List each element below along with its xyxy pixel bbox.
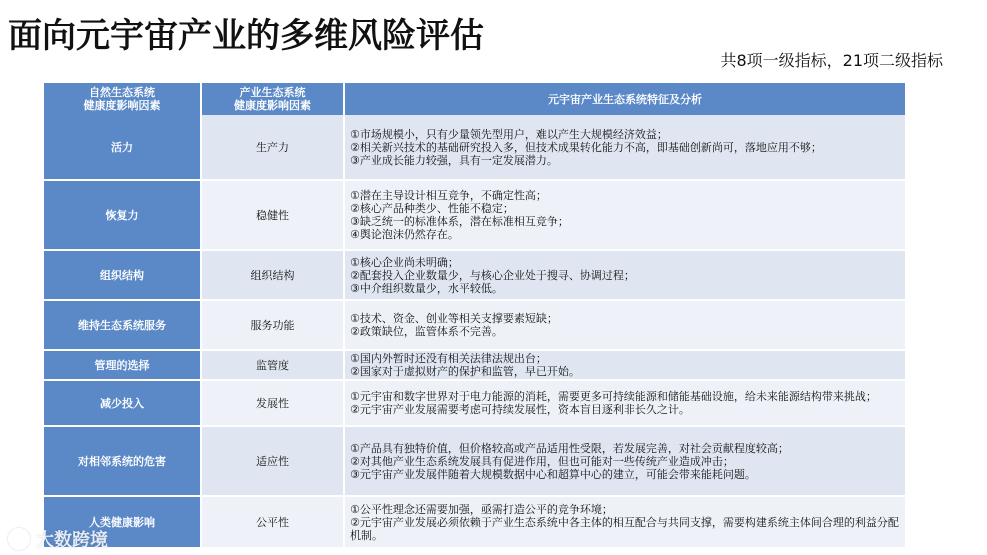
analysis-line: ③缺乏统一的标准体系，潜在标准相互竞争； — [350, 215, 569, 228]
natural-factor-cell: 管理的选择 — [44, 351, 202, 381]
natural-factor-cell: 对相邻系统的危害 — [44, 427, 202, 497]
header-line: 产业生态系统 — [239, 86, 306, 99]
industry-factor-cell: 监管度 — [202, 351, 345, 381]
industry-factor-cell: 生产力 — [202, 115, 345, 181]
analysis-line: ②核心产品种类少、性能不稳定； — [350, 202, 514, 215]
natural-factor-cell: 组织结构 — [44, 251, 202, 301]
natural-factor-cell: 活力 — [44, 115, 202, 181]
analysis-line: ①国内外暂时还没有相关法律法规出台； — [350, 352, 547, 365]
analysis-line: ②对其他产业生态系统发展具有促进作用，但也可能对一些传统产业造成冲击； — [350, 454, 734, 468]
analysis-line: ②国家对于虚拟财产的保护和监管，早已开始。 — [350, 365, 580, 378]
analysis-line: ①元宇宙和数字世界对于电力能源的消耗，需要更多可持续能源和储能基础设施，给未来能源结构带来挑战； — [350, 390, 877, 403]
table-row — [44, 351, 905, 381]
header-line: 健康度影响因素 — [83, 99, 161, 112]
watermark-text: 大数跨境 — [36, 530, 108, 551]
risk-assessment-table — [44, 83, 905, 549]
industry-factor-cell: 发展性 — [202, 381, 345, 427]
table-row — [44, 115, 905, 181]
analysis-line: ②元宇宙产业发展必须依赖于产业生态系统中各主体的相互配合与共同支撑，需要构建系统主体间合理的利益分配机制。 — [350, 515, 899, 542]
industry-factor-cell: 适应性 — [202, 427, 345, 497]
table-header-row — [44, 83, 905, 115]
page-title: 面向元宇宙产业的多维风险评估 — [8, 16, 484, 56]
analysis-cell — [345, 381, 905, 427]
analysis-line: ①市场规模小，只有少量领先型用户，难以产生大规模经济效益； — [350, 127, 668, 141]
table-row — [44, 497, 905, 549]
analysis-line: ②政策缺位，监管体系不完善。 — [350, 325, 503, 338]
table-row — [44, 427, 905, 497]
analysis-line: ②配套投入企业数量少，与核心企业处于搜寻、协调过程； — [350, 268, 635, 282]
natural-factor-cell: 人类健康影响 — [44, 497, 202, 549]
analysis-line: ③元宇宙产业发展伴随着大规模数据中心和超算中心的建立，可能会带来能耗问题。 — [350, 467, 756, 481]
watermark — [8, 526, 108, 552]
analysis-cell — [345, 497, 905, 549]
header-industry-ecosystem — [202, 83, 345, 115]
analysis-line: ①核心企业尚未明确； — [350, 255, 459, 269]
header-metaverse-analysis — [345, 83, 905, 115]
natural-factor-cell: 恢复力 — [44, 181, 202, 251]
analysis-line: ②元宇宙产业发展需要考虑可持续发展性，资本盲目逐利非长久之计。 — [350, 403, 690, 416]
analysis-line: ②相关新兴技术的基础研究投入多，但技术成果转化能力不高，即基础创新尚可，落地应用不够； — [350, 140, 822, 154]
analysis-line: ①潜在主导设计相互竞争，不确定性高； — [350, 189, 547, 202]
table-row — [44, 251, 905, 301]
analysis-cell — [345, 351, 905, 381]
table-row — [44, 181, 905, 251]
header-natural-ecosystem — [44, 83, 202, 115]
indicator-count: 共8项一级指标，21项二级指标 — [720, 51, 943, 70]
analysis-cell — [345, 427, 905, 497]
analysis-line: ④舆论泡沫仍然存在。 — [350, 228, 459, 241]
analysis-line: ③中介组织数量少，水平较低。 — [350, 281, 503, 295]
table-row — [44, 381, 905, 427]
table-row — [44, 301, 905, 351]
analysis-cell — [345, 251, 905, 301]
natural-factor-cell: 减少投入 — [44, 381, 202, 427]
header-line: 元宇宙产业生态系统特征及分析 — [548, 92, 702, 106]
header-line: 自然生态系统 — [89, 86, 155, 99]
analysis-cell — [345, 115, 905, 181]
watermark-logo-icon — [8, 528, 30, 550]
analysis-line: ③产业成长能力较强，具有一定发展潜力。 — [350, 153, 558, 167]
analysis-line: ①技术、资金、创业等相关支撑要素短缺； — [350, 312, 558, 325]
header-line: 健康度影响因素 — [234, 99, 311, 112]
analysis-cell — [345, 181, 905, 251]
analysis-line: ①公平性理念还需要加强，亟需打造公平的竞争环境； — [350, 502, 613, 516]
analysis-line: ①产品具有独特价值，但价格较高或产品适用性受限，若发展完善，对社会贡献程度较高； — [350, 441, 789, 455]
industry-factor-cell: 组织结构 — [202, 251, 345, 301]
industry-factor-cell: 服务功能 — [202, 301, 345, 351]
industry-factor-cell: 稳健性 — [202, 181, 345, 251]
industry-factor-cell: 公平性 — [202, 497, 345, 549]
natural-factor-cell: 维持生态系统服务 — [44, 301, 202, 351]
analysis-cell — [345, 301, 905, 351]
